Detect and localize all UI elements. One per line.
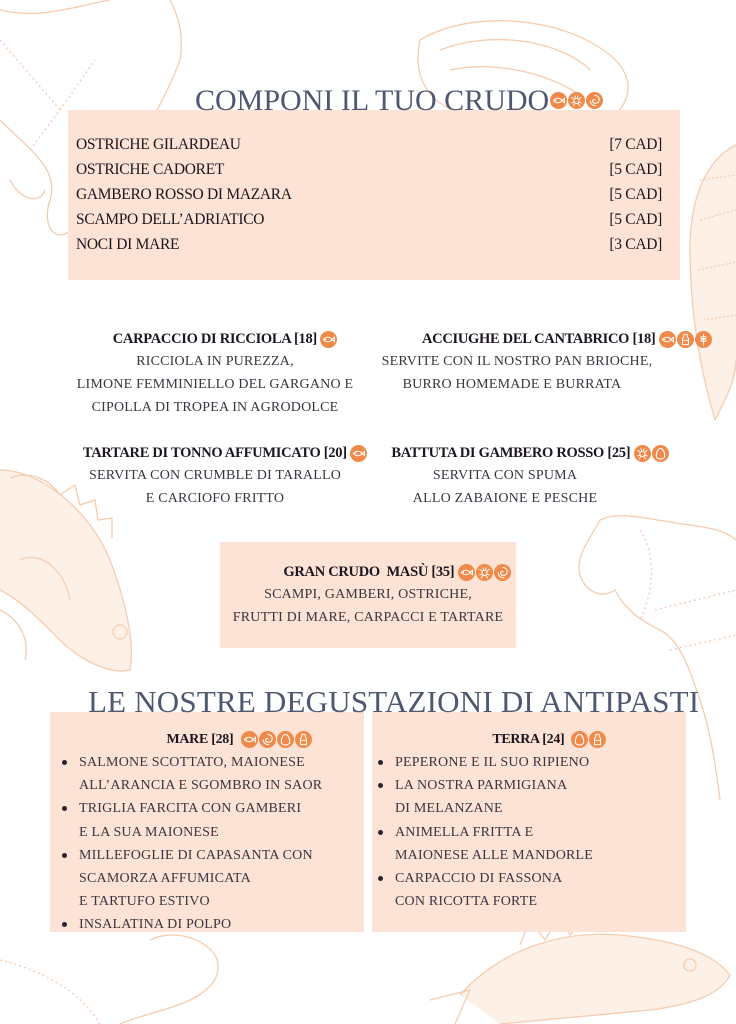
- milk-icon: [295, 731, 312, 748]
- dish-description: SERVITE CON IL NOSTRO PAN BRIOCHE,: [381, 354, 653, 369]
- fish-icon: [350, 445, 367, 462]
- crudo-allergen-icons: [550, 92, 603, 109]
- egg-icon: [652, 445, 669, 462]
- list-item: CARPACCIO DI FASSONA CON RICOTTA FORTE: [366, 867, 686, 913]
- crudo-title: COMPONI IL TUO CRUDO: [195, 84, 550, 117]
- dish-description: SERVITA CON CRUMBLE DI TARALLO: [88, 468, 342, 483]
- list-item: LA NOSTRA PARMIGIANA DI MELANZANE: [366, 774, 686, 820]
- dish-title: GRAN CRUDO MASÙ [35]: [283, 564, 455, 580]
- crudo-item: [76, 232, 662, 257]
- fish-icon: [659, 331, 676, 348]
- crudo-item-name: SCAMPO DELL’ADRIATICO: [76, 210, 265, 228]
- egg-icon: [277, 731, 294, 748]
- fish-icon: [458, 564, 475, 581]
- dish-title: ACCIUGHE DEL CANTABRICO [18]: [422, 331, 656, 347]
- dish-description: ALLO ZABAIONE E PESCHE: [412, 491, 598, 506]
- list-item: PEPERONE E IL SUO RIPIENO: [366, 751, 686, 774]
- terra-title: TERRA [24]: [492, 732, 565, 747]
- dish-acciughe-cantabrico: [372, 328, 662, 396]
- milk-icon: [677, 331, 694, 348]
- degustazioni-heading: LE NOSTRE DEGUSTAZIONI DI ANTIPASTI: [88, 684, 700, 719]
- mare-menu: [50, 729, 364, 937]
- crudo-item-name: NOCI DI MARE: [76, 235, 180, 253]
- mollusc-icon: [494, 564, 511, 581]
- crudo-item-name: OSTRICHE CADORET: [76, 160, 225, 178]
- fish-icon: [320, 331, 337, 348]
- crudo-item: [76, 157, 662, 182]
- terra-menu: [366, 729, 686, 913]
- crudo-item: [76, 132, 662, 157]
- crudo-item-price: [5 CAD]: [609, 185, 662, 203]
- crustacean-icon: [568, 92, 585, 109]
- mollusc-icon: [586, 92, 603, 109]
- crudo-item-name: GAMBERO ROSSO DI MAZARA: [76, 185, 292, 203]
- crudo-item: [76, 182, 662, 207]
- mare-title: MARE [28]: [166, 732, 234, 747]
- gluten-icon: [695, 331, 712, 348]
- dish-description: RICCIOLA IN PUREZZA,: [136, 354, 294, 369]
- crustacean-icon: [476, 564, 493, 581]
- terra-list: [366, 751, 686, 913]
- dish-battuta-gambero: [380, 442, 680, 510]
- crustacean-icon: [634, 445, 651, 462]
- crudo-item-price: [5 CAD]: [609, 160, 662, 178]
- list-item: SALMONE SCOTTATO, MAIONESE ALL’ARANCIA E SGOMBRO IN SAOR: [50, 751, 364, 797]
- dish-title: TARTARE DI TONNO AFFUMICATO [20]: [82, 445, 347, 461]
- dish-carpaccio-ricciola: [60, 328, 370, 419]
- mare-list: [50, 751, 364, 937]
- dish-description: SCAMPI, GAMBERI, OSTRICHE,: [264, 587, 472, 602]
- dish-title: BATTUTA DI GAMBERO ROSSO [25]: [391, 445, 631, 461]
- crudo-heading: [195, 84, 603, 118]
- mollusc-icon: [259, 731, 276, 748]
- dish-description: CIPOLLA DI TROPEA IN AGRODOLCE: [91, 400, 339, 415]
- fish-icon: [550, 92, 567, 109]
- dish-gran-crudo: [220, 561, 516, 629]
- crudo-item-price: [5 CAD]: [609, 210, 662, 228]
- crudo-item: [76, 207, 662, 232]
- dish-description: FRUTTI DI MARE, CARPACCI E TARTARE: [232, 610, 504, 625]
- crudo-item-name: OSTRICHE GILARDEAU: [76, 135, 241, 153]
- dish-description: SERVITA CON SPUMA: [432, 468, 578, 483]
- list-item: MILLEFOGLIE DI CAPASANTA CON SCAMORZA AFFUMICATA E TARTUFO ESTIVO: [50, 844, 364, 914]
- dish-description: LIMONE FEMMINIELLO DEL GARGANO E: [76, 377, 354, 392]
- crudo-item-price: [7 CAD]: [609, 135, 662, 153]
- list-item: INSALATINA DI POLPO: [50, 913, 364, 936]
- dish-title: CARPACCIO DI RICCIOLA [18]: [112, 331, 317, 347]
- dish-tartare-tonno: [60, 442, 370, 510]
- list-item: ANIMELLA FRITTA E MAIONESE ALLE MANDORLE: [366, 821, 686, 867]
- milk-icon: [589, 731, 606, 748]
- dish-description: E CARCIOFO FRITTO: [145, 491, 285, 506]
- crudo-item-price: [3 CAD]: [609, 235, 662, 253]
- fish-icon: [241, 731, 258, 748]
- egg-icon: [571, 731, 588, 748]
- dish-description: BURRO HOMEMADE E BURRATA: [402, 377, 622, 392]
- list-item: TRIGLIA FARCITA CON GAMBERI E LA SUA MAIONESE: [50, 797, 364, 843]
